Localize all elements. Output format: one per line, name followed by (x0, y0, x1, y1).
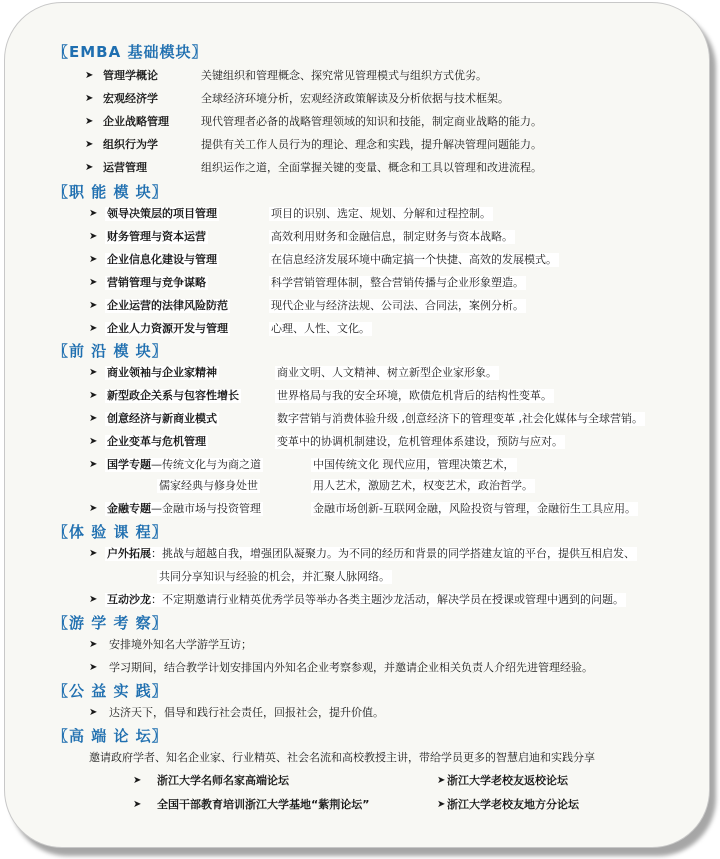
zhineng-item-desc: 科学营销管理体制，整合营销传播与企业形象塑造。 (271, 276, 524, 289)
outdoor-desc1: ：挑战与超越自我，增强团队凝聚力。为不同的经历和背景的同学搭建友谊的平台，提供互相启发、 (151, 547, 635, 560)
guoxue-item-name (105, 458, 263, 472)
emba-item-desc: 现代管理者必备的战略管理领域的知识和技能，制定商业战略的能力。 (201, 115, 542, 128)
emba-item-name: 管理学概论 (103, 69, 158, 82)
gongyi-item: 达济天下，倡导和践行社会责任，回报社会，提升价值。 (109, 706, 384, 719)
arrow-bullet-icon: ➤ (89, 707, 98, 718)
arrow-bullet-icon: ➤ (89, 277, 98, 288)
guoxue-name-line2: 儒家经典与修身处世 (159, 479, 258, 492)
zhineng-item-name: 企业信息化建设与管理 (107, 253, 217, 266)
arrow-bullet-icon: ➤ (133, 799, 142, 810)
emba-item-name: 宏观经济学 (103, 92, 158, 105)
arrow-bullet-icon: ➤ (89, 548, 98, 559)
jinrong-name-bold: 金融专题 (107, 502, 151, 515)
arrow-bullet-icon: ➤ (85, 93, 94, 104)
emba-item-name: 组织行为学 (103, 138, 158, 151)
section-title-luntan: 〖高 端 论 坛〗 (53, 727, 168, 745)
arrow-bullet-icon: ➤ (89, 208, 98, 219)
luntan-item: 全国干部教育培训浙江大学基地“紫荆论坛” (157, 798, 370, 811)
arrow-bullet-icon: ➤ (85, 139, 94, 150)
arrow-bullet-icon: ➤ (89, 254, 98, 265)
emba-item-desc: 全球经济环境分析，宏观经济政策解读及分析依据与技术框架。 (201, 92, 509, 105)
zhineng-item-desc: 现代企业与经济法规、公司法、合同法，案例分析。 (271, 299, 524, 312)
guoxue-desc-line1: 中国传统文化 现代应用，管理决策艺术， (313, 458, 515, 471)
arrow-bullet-icon: ➤ (85, 162, 94, 173)
arrow-bullet-icon: ➤ (85, 70, 94, 81)
brochure-card (4, 2, 710, 848)
arrow-bullet-icon: ➤ (89, 231, 98, 242)
zhineng-item-desc: 高效利用财务和金融信息，制定财务与资本战略。 (271, 230, 513, 243)
zhineng-item-name: 营销管理与竞争谋略 (107, 276, 206, 289)
zhineng-item-name: 财务管理与资本运营 (107, 230, 206, 243)
outdoor-name: 户外拓展 (107, 547, 151, 560)
jinrong-name-rest: —金融市场与投资管理 (151, 502, 261, 515)
zhineng-item-name: 企业人力资源开发与管理 (107, 322, 228, 335)
qianyan-item-desc: 数字营销与消费体验升级 ,创意经济下的管理变革 ,社会化媒体与全球营销。 (277, 412, 643, 425)
outdoor-line1 (105, 547, 637, 561)
youxue-item: 安排境外知名大学游学互访； (109, 638, 252, 651)
guoxue-desc-line2: 用人艺术，激励艺术，权变艺术，政治哲学。 (313, 479, 533, 492)
arrow-bullet-icon: ➤ (89, 594, 98, 605)
emba-item-desc: 提供有关工作人员行为的理论、理念和实践，提升解决管理问题能力。 (201, 138, 542, 151)
salon-desc: ：不定期邀请行业精英优秀学员等举办各类主题沙龙活动，解决学员在授课或管理中遇到的问题。 (151, 593, 624, 606)
qianyan-item-name: 创意经济与新商业模式 (107, 412, 217, 425)
arrow-bullet-icon: ➤ (89, 436, 98, 447)
youxue-item: 学习期间，结合教学计划安排国内外知名企业考察参观，并邀请企业相关负责人介绍先进管理经验。 (109, 661, 593, 674)
arrow-bullet-icon: ➤ (89, 367, 98, 378)
qianyan-item-name: 企业变革与危机管理 (107, 435, 206, 448)
zhineng-item-desc: 项目的识别、选定、规划、分解和过程控制。 (271, 207, 491, 220)
arrow-bullet-icon: ➤ (133, 775, 142, 786)
emba-item-desc: 组织运作之道，全面掌握关键的变量、概念和工具以管理和改进流程。 (201, 161, 542, 174)
arrow-bullet-icon: ➤ (437, 799, 446, 810)
arrow-bullet-icon: ➤ (89, 662, 98, 673)
arrow-bullet-icon: ➤ (89, 300, 98, 311)
guoxue-name-rest: —传统文化与为商之道 (151, 458, 261, 471)
zhineng-item-desc: 在信息经济发展环境中确定搞一个快捷、高效的发展模式。 (271, 253, 557, 266)
qianyan-item-desc: 商业文明、人文精神、树立新型企业家形象。 (277, 366, 497, 379)
luntan-intro: 邀请政府学者、知名企业家、行业精英、社会名流和高校教授主讲，带给学员更多的智慧启迪和实践分享 (89, 751, 595, 764)
emba-item-name: 运营管理 (103, 161, 147, 174)
qianyan-item-name: 商业领袖与企业家精神 (107, 366, 217, 379)
arrow-bullet-icon: ➤ (89, 323, 98, 334)
arrow-bullet-icon: ➤ (89, 413, 98, 424)
qianyan-item-name: 新型政企关系与包容性增长 (107, 389, 239, 402)
qianyan-item-desc: 世界格局与我的安全环境，欧债危机背后的结构性变革。 (277, 389, 552, 402)
section-title-gongyi: 〖公 益 实 践〗 (53, 682, 168, 700)
arrow-bullet-icon: ➤ (89, 390, 98, 401)
section-title-tiyan: 〖体 验 课 程〗 (53, 523, 168, 541)
luntan-item: 浙江大学老校友地方分论坛 (447, 798, 579, 811)
guoxue-name-bold: 国学专题 (107, 458, 151, 471)
arrow-bullet-icon: ➤ (85, 116, 94, 127)
arrow-bullet-icon: ➤ (89, 459, 98, 470)
section-title-zhineng: 〖职 能 模 块〗 (53, 183, 168, 201)
jinrong-desc: 金融市场创新-互联网金融，风险投资与管理，金融衍生工具应用。 (313, 502, 636, 515)
section-title-qianyan: 〖前 沿 模 块〗 (53, 342, 168, 360)
zhineng-item-name: 企业运营的法律风险防范 (107, 299, 228, 312)
qianyan-item-desc: 变革中的协调机制建设，危机管理体系建设，预防与应对。 (277, 435, 563, 448)
luntan-item: 浙江大学名师名家高端论坛 (157, 774, 289, 787)
section-title-emba: 〖EMBA 基础模块〗 (53, 43, 208, 61)
emba-item-name: 企业战略管理 (103, 115, 169, 128)
emba-item-desc: 关键组织和管理概念、探究常见管理模式与组织方式优劣。 (201, 69, 487, 82)
luntan-item: 浙江大学老校友返校论坛 (447, 774, 568, 787)
arrow-bullet-icon: ➤ (89, 639, 98, 650)
zhineng-item-desc: 心理、人性、文化。 (271, 322, 370, 335)
arrow-bullet-icon: ➤ (437, 775, 446, 786)
outdoor-desc2: 共同分享知识与经验的机会，并汇聚人脉网络。 (159, 570, 390, 583)
arrow-bullet-icon: ➤ (89, 503, 98, 514)
salon-name: 互动沙龙 (107, 593, 151, 606)
section-title-youxue: 〖游 学 考 察〗 (53, 614, 168, 632)
zhineng-item-name: 领导决策层的项目管理 (107, 207, 217, 220)
jinrong-item-name (105, 502, 263, 516)
salon-line (105, 593, 626, 607)
